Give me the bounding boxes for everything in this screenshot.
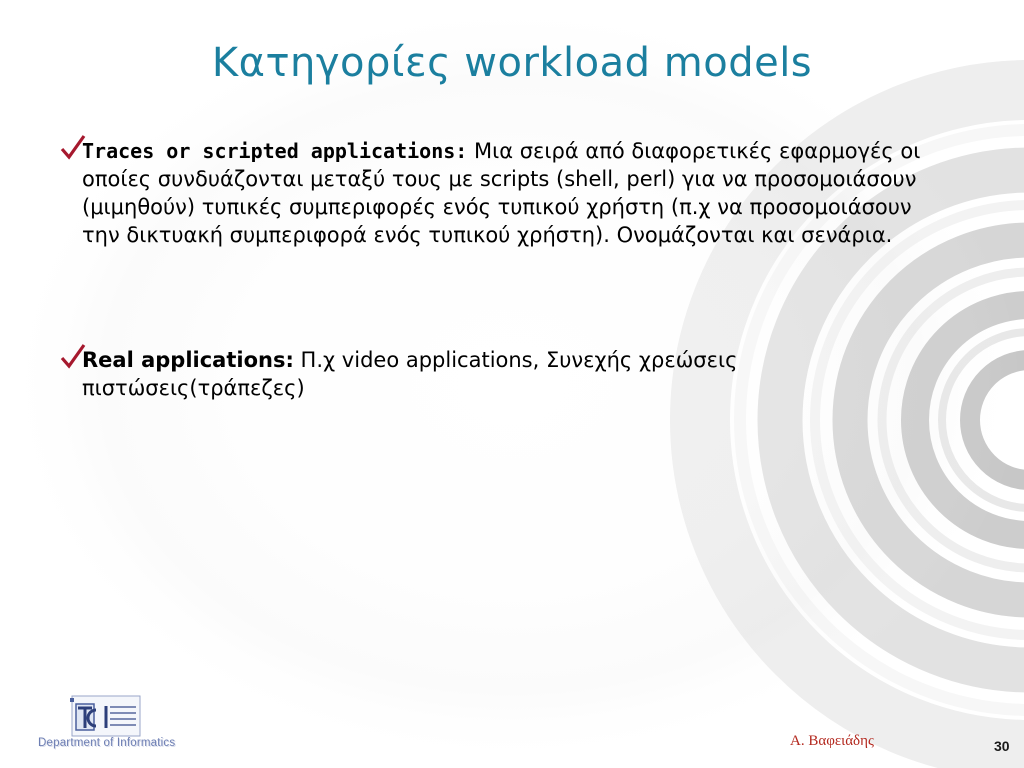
bullet-lead: Traces or scripted applications: xyxy=(82,139,468,163)
bullet-text: Μια σειρά από διαφορετικές εφαρμογές οι οποίες συνδυάζονται μεταξύ τους με scripts (shell, perl) για να προσομοιάσουν (μιμηθούν) τυπικές συμπεριφορές ενός τυπικού χρήστη (π.χ να προσομοιάσουν την δικτυακή συμπεριφορά ενός τυπικού χρήστη). Ονομάζονται και σενάρια. xyxy=(82,139,921,247)
bullet-item xyxy=(60,346,940,402)
bullet-item xyxy=(60,137,940,249)
author-name: Α. Βαφειάδης xyxy=(790,733,874,749)
checkmark-icon xyxy=(60,134,86,162)
checkmark-icon xyxy=(60,343,86,371)
bullet-text: Π.χ video applications, Συνεχής χρεώσεις πιστώσεις(τράπεζες) xyxy=(82,348,738,400)
page-number: 30 xyxy=(994,738,1010,754)
bullet-lead: Real applications: xyxy=(82,348,294,372)
department-label: Department of Informatics xyxy=(38,737,176,749)
slide-title: Κατηγορίες workload models xyxy=(211,40,813,86)
